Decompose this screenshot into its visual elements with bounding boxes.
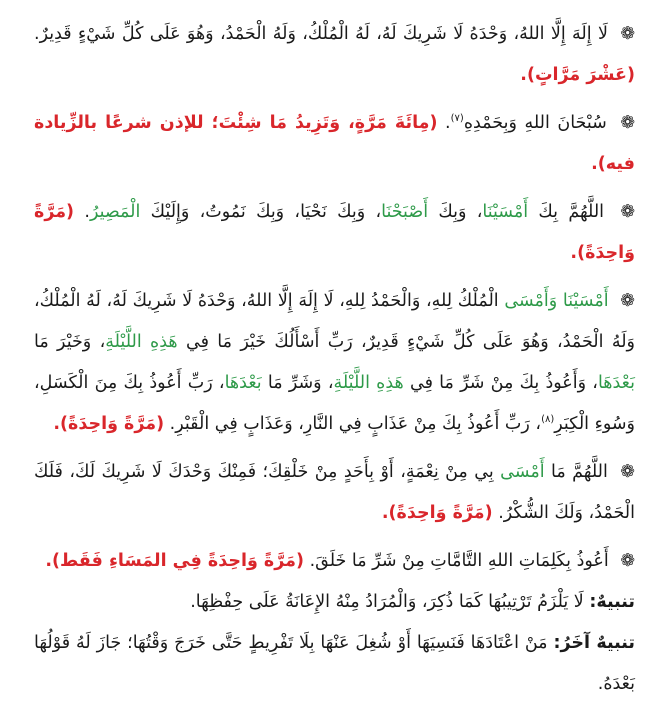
dhikr-text: اللَّهُمَّ مَا (551, 462, 608, 482)
highlighted-word: هَذِهِ اللَّيْلَةِ (333, 373, 404, 393)
dhikr-paragraph-3 (34, 192, 635, 274)
repetition-note: (مَرَّةً وَاحِدَةً). (381, 503, 493, 523)
dhikr-paragraph-6 (34, 541, 635, 582)
star-bullet-icon: ❁ (620, 462, 635, 482)
highlighted-word: هَذِهِ اللَّيْلَةِ (105, 332, 178, 352)
star-bullet-icon: ❁ (620, 551, 635, 571)
highlighted-word: بَعْدَهَا (224, 373, 262, 393)
dhikr-text: ، وَشَرِّ مَا (267, 373, 334, 393)
dhikr-text: ، وَبِكَ نَحْيَا، وَبِكَ نَمُوتُ، وَإِلَيْكَ (150, 202, 382, 222)
star-bullet-icon: ❁ (620, 113, 635, 133)
dhikr-text: ، وَأَعُوذُ بِكَ مِنْ شَرِّ مَا فِي (410, 373, 598, 393)
repetition-note: (مَرَّةً وَاحِدَةً). (34, 202, 635, 263)
repetition-note: (مَرَّةً وَاحِدَةً فِي المَسَاءِ فَقَط). (45, 551, 304, 571)
note-paragraph-2 (34, 623, 635, 705)
dhikr-text: اللَّهُمَّ بِكَ (538, 202, 605, 222)
dhikr-text: الْمُلْكُ لِلهِ، وَالْحَمْدُ لِلهِ، لَا إِلَهَ إِلَّا اللهُ، وَحْدَهُ لَا شَرِيكَ لَهُ، لَهُ الْمُلْكُ، وَلَهُ الْحَمْدُ، وَهُوَ عَلَى كُلِّ شَيْءٍ قَدِيرٌ، رَبِّ أَسْأَلُكَ خَيْرَ مَا فِي (34, 291, 635, 352)
note-paragraph-1 (34, 582, 635, 623)
note-text: مَنْ اعْتَادَهَا فَنَسِيَهَا أَوْ شُغِلَ عَنْهَا بِلَا تَفْرِيطٍ حَتَّى خَرَجَ وَقْتُهَا؛ جَازَ لَهُ قَوْلُهَا بَعْدَهُ. (34, 633, 635, 694)
dhikr-text: لَا إِلَهَ إِلَّا اللهُ، وَحْدَهُ لَا شَرِيكَ لَهُ، لَهُ الْمُلْكُ، وَلَهُ الْحَمْدُ، وَهُوَ عَلَى كُلِّ شَيْءٍ قَدِيرٌ. (34, 24, 608, 44)
note-text: لَا يَلْزَمُ تَرْتِيبُهَا كَمَا ذُكِرَ، وَالْمُرَادُ مِنْهُ الإِعَانَةُ عَلَى حِفْظِهَا. (190, 592, 584, 612)
highlighted-word: الْمَصِيرُ (89, 202, 141, 222)
repetition-note: (مَرَّةً وَاحِدَةً). (53, 414, 165, 434)
punctuation: . (445, 113, 451, 133)
footnote-ref: (٨) (541, 414, 555, 426)
dhikr-text: ، رَبِّ أَعُوذُ بِكَ مِنَ الْكَسَلِ، وَسُوءِ الْكِبَرِ (34, 373, 635, 434)
footnote-ref: (٧) (450, 113, 464, 125)
dhikr-text: ، وَبِكَ (438, 202, 483, 222)
highlighted-word: أَمْسَى (500, 462, 545, 482)
repetition-note: (مِائَةَ مَرَّةٍ، وَتَزِيدُ مَا شِئْتَ؛ للإذن شرعًا بالزِّيادة فيه). (34, 113, 635, 174)
repetition-note: (عَشْرَ مَرَّاتٍ). (520, 65, 635, 85)
dhikr-paragraph-2 (34, 103, 635, 185)
note-label: تنبيهٌ آخَرُ: (553, 633, 635, 653)
highlighted-word: أَمْسَيْنَا وَأَمْسَى (504, 291, 609, 311)
punctuation: . (84, 202, 90, 222)
note-label: تنبيهٌ: (589, 592, 635, 612)
dhikr-paragraph-1 (34, 14, 635, 96)
dhikr-text: أَعُوذُ بِكَلِمَاتِ اللهِ التَّامَّاتِ مِنْ شَرِّ مَا خَلَقَ. (309, 551, 609, 571)
dhikr-text: سُبْحَانَ اللهِ وَبِحَمْدِهِ (463, 113, 607, 133)
dhikr-text: ، وَخَيْرَ مَا (34, 332, 106, 352)
highlighted-word: أَصْبَحْنَا (381, 202, 429, 222)
dhikr-paragraph-5 (34, 452, 635, 534)
star-bullet-icon: ❁ (620, 24, 635, 44)
star-bullet-icon: ❁ (620, 202, 635, 222)
highlighted-word: أَمْسَيْنَا (482, 202, 529, 222)
dhikr-paragraph-4 (34, 281, 635, 445)
star-bullet-icon: ❁ (620, 291, 635, 311)
dhikr-text: بِي مِنْ نِعْمَةٍ، أَوْ بِأَحَدٍ مِنْ خَلْقِكَ؛ فَمِنْكَ وَحْدَكَ لَا شَرِيكَ لَكَ، فَلَكَ الْحَمْدُ، وَلَكَ الشُّكْرُ. (34, 462, 635, 523)
highlighted-word: بَعْدَهَا (597, 373, 635, 393)
dhikr-text: ، رَبِّ أَعُوذُ بِكَ مِنْ عَذَابٍ فِي النَّارِ، وَعَذَابٍ فِي الْقَبْرِ. (169, 414, 542, 434)
